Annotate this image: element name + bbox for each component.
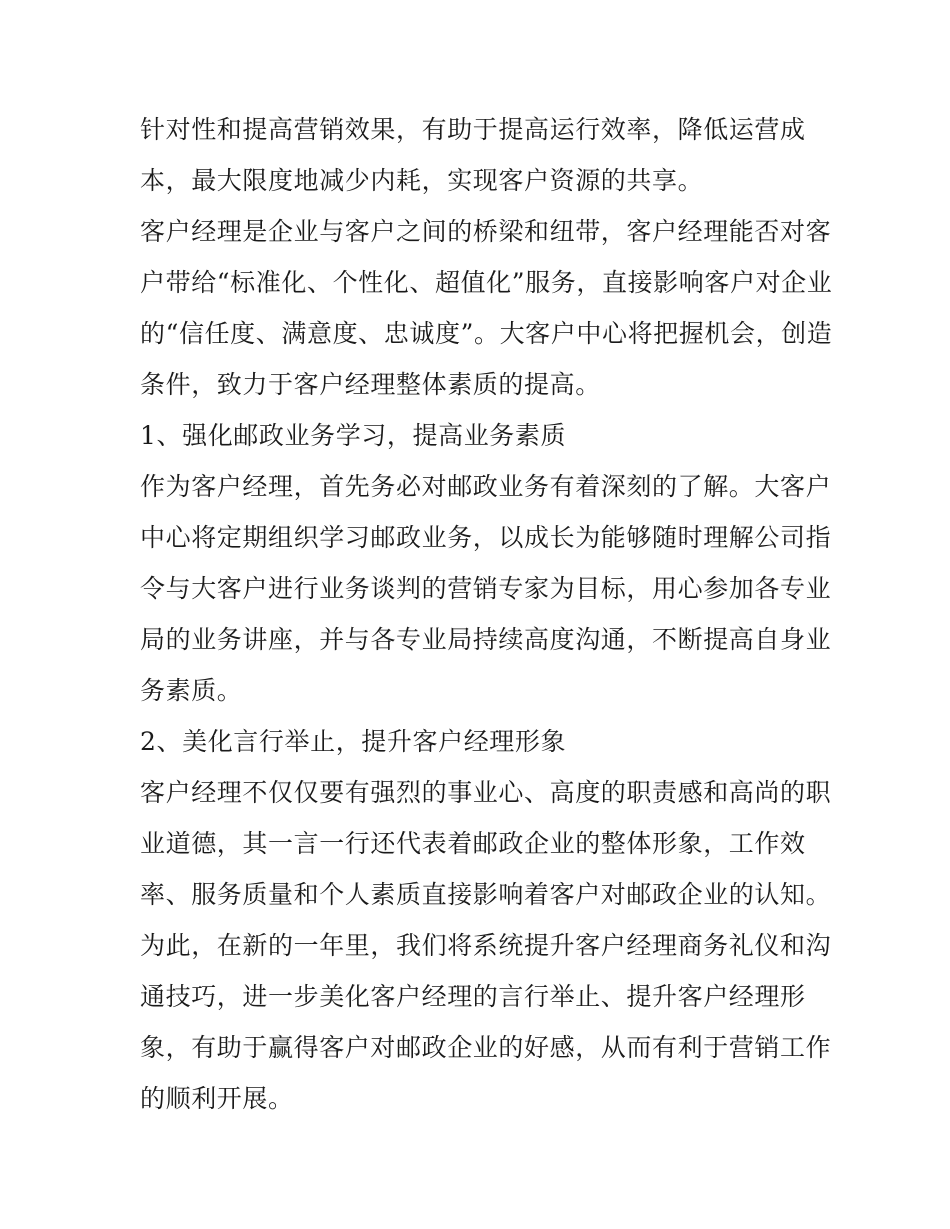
text-line: 通技巧，进一步美化客户经理的言行举止、提升客户经理形 (140, 982, 806, 1011)
text-line: 令与大客户进行业务谈判的营销专家为目标，用心参加各专业 (140, 574, 832, 603)
text-line: 的“信任度、满意度、忠诚度”。大客户中心将把握机会，创造 (140, 319, 833, 348)
section-heading-2: 2、美化言行举止，提升客户经理形象 (140, 727, 567, 756)
text-line: 针对性和提高营销效果，有助于提高运行效率，降低运营成 (140, 115, 806, 144)
text-line: 客户经理不仅仅要有强烈的事业心、高度的职责感和高尚的职 (140, 778, 832, 807)
text-line: 率、服务质量和个人素质直接影响着客户对邮政企业的认知。 (140, 880, 832, 909)
text-line: 户带给“标准化、个性化、超值化”服务，直接影响客户对企业 (140, 268, 833, 297)
text-line: 局的业务讲座，并与各专业局持续高度沟通，不断提高自身业 (140, 625, 832, 654)
text-line: 业道德，其一言一行还代表着邮政企业的整体形象，工作效 (140, 829, 806, 858)
text-line: 作为客户经理，首先务必对邮政业务有着深刻的了解。大客户 (140, 472, 832, 501)
text-line: 中心将定期组织学习邮政业务，以成长为能够随时理解公司指 (140, 523, 832, 552)
text-line: 条件，致力于客户经理整体素质的提高。 (140, 370, 601, 399)
text-line: 本，最大限度地减少内耗，实现客户资源的共享。 (140, 166, 704, 195)
text-line: 客户经理是企业与客户之间的桥梁和纽带，客户经理能否对客 (140, 217, 832, 246)
text-line: 象，有助于赢得客户对邮政企业的好感，从而有利于营销工作 (140, 1033, 832, 1062)
document-body (140, 104, 833, 1124)
text-line: 的顺利开展。 (140, 1084, 294, 1113)
text-line: 务素质。 (140, 676, 243, 705)
text-line: 为此，在新的一年里，我们将系统提升客户经理商务礼仪和沟 (140, 931, 832, 960)
section-heading-1: 1、强化邮政业务学习，提高业务素质 (140, 421, 567, 450)
